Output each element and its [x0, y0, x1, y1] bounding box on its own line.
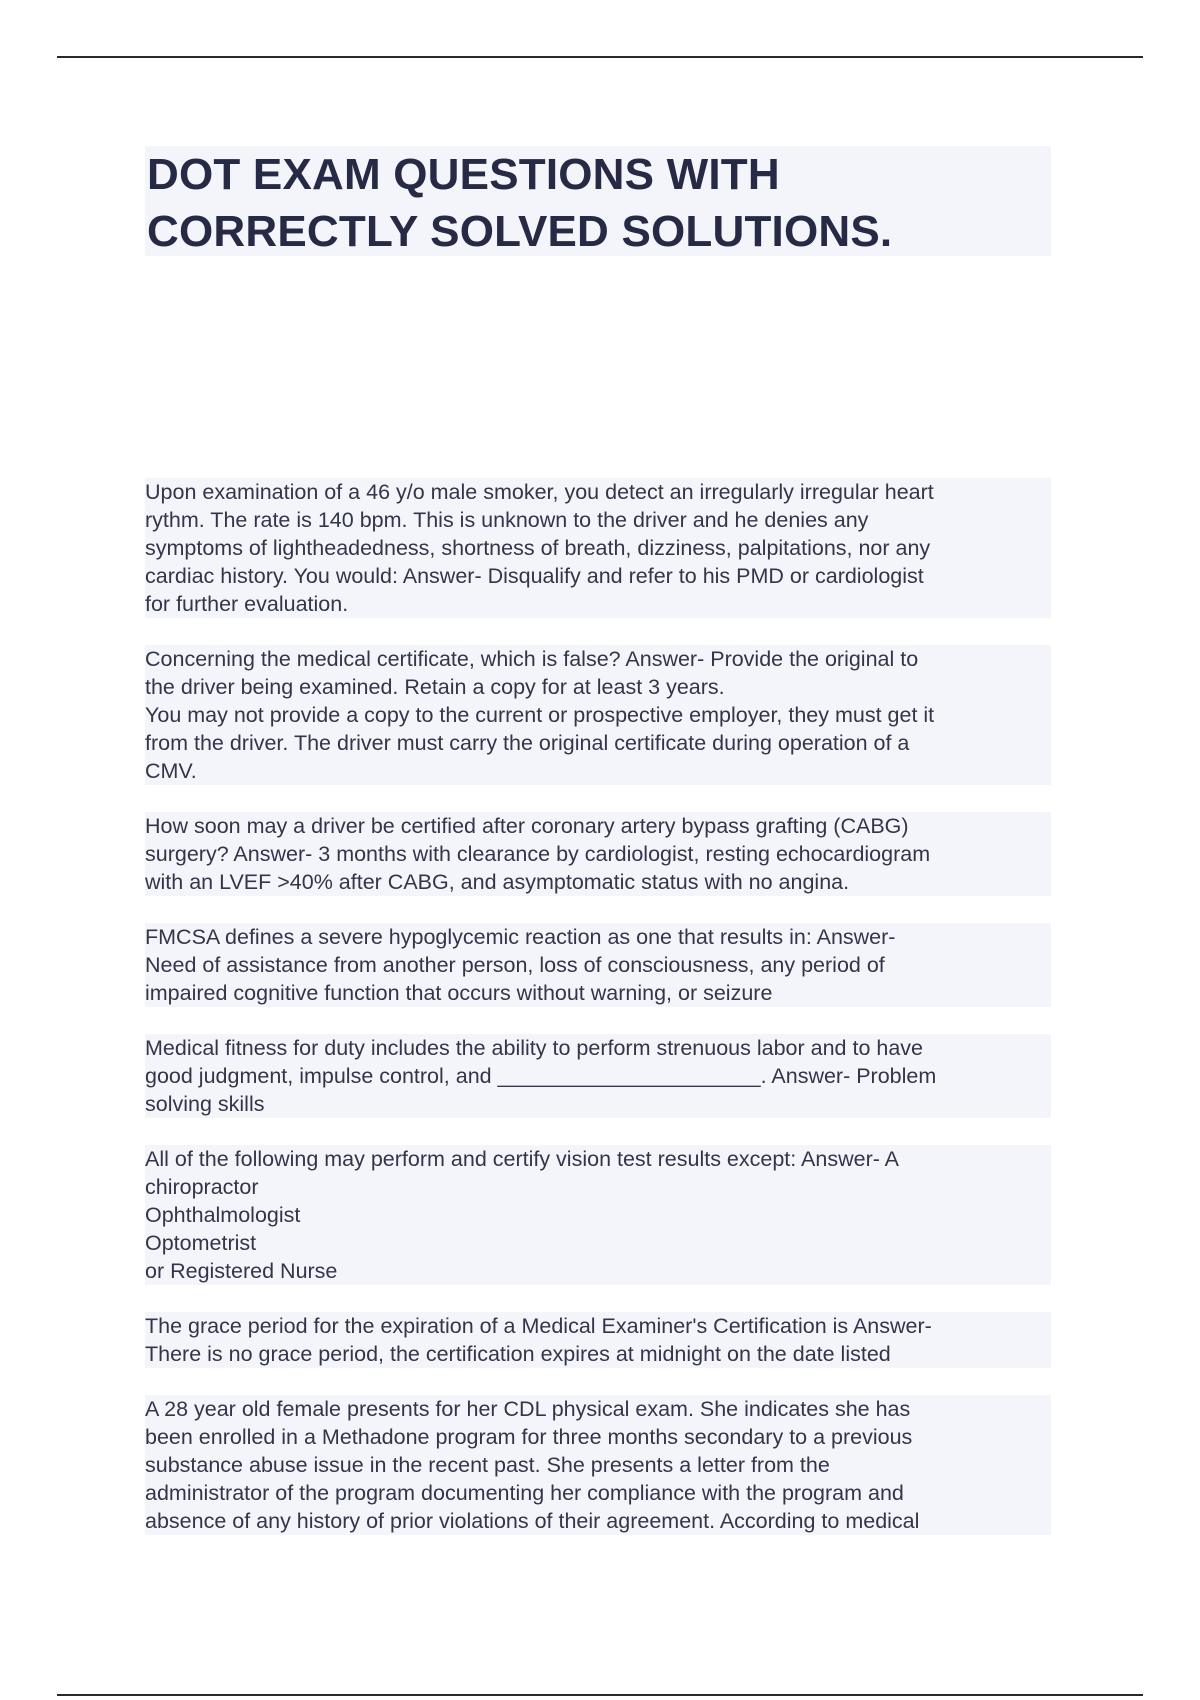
top-rule	[57, 56, 1143, 58]
text-line: Need of assistance from another person, loss of consciousness, any period of	[145, 953, 885, 977]
qa-item	[145, 645, 1051, 785]
text-line: All of the following may perform and certify vision test results except: Answer- A	[145, 1147, 900, 1171]
text-line: Ophthalmologist	[145, 1203, 301, 1227]
text-line: A 28 year old female presents for her CDL physical exam. She indicates she has	[145, 1397, 911, 1421]
text-line: administrator of the program documenting her compliance with the program and	[145, 1481, 904, 1505]
text-line: from the driver. The driver must carry the original certificate during operation of a	[145, 731, 910, 755]
text-line: cardiac history. You would: Answer- Disqualify and refer to his PMD or cardiologist	[145, 564, 924, 588]
qa-item	[145, 1395, 1051, 1535]
text-line: chiropractor	[145, 1175, 259, 1199]
document-title	[145, 146, 1051, 260]
text-line: You may not provide a copy to the current or prospective employer, they must get it	[145, 703, 935, 727]
text-line: surgery? Answer- 3 months with clearance by cardiologist, resting echocardiogram	[145, 842, 931, 866]
text-line: solving skills	[145, 1092, 265, 1116]
text-line: rythm. The rate is 140 bpm. This is unknown to the driver and he denies any	[145, 508, 869, 532]
text-line: with an LVEF >40% after CABG, and asymptomatic status with no angina.	[145, 870, 850, 894]
text-line: substance abuse issue in the recent past. She presents a letter from the	[145, 1453, 830, 1477]
text-line: The grace period for the expiration of a Medical Examiner's Certification is Answer-	[145, 1314, 932, 1338]
text-line: There is no grace period, the certification expires at midnight on the date listed	[145, 1342, 891, 1366]
qa-item	[145, 812, 1051, 896]
text-line: for further evaluation.	[145, 592, 349, 616]
text-line: Medical fitness for duty includes the ability to perform strenuous labor and to have	[145, 1036, 923, 1060]
text-line: Upon examination of a 46 y/o male smoker, you detect an irregularly irregular heart	[145, 480, 934, 504]
qa-item	[145, 923, 1051, 1007]
text-line: or Registered Nurse	[145, 1259, 338, 1283]
text-line: FMCSA defines a severe hypoglycemic reaction as one that results in: Answer-	[145, 925, 896, 949]
title-line: CORRECTLY SOLVED SOLUTIONS.	[147, 207, 893, 256]
text-line: CMV.	[145, 759, 197, 783]
qa-item	[145, 478, 1051, 618]
text-line: Concerning the medical certificate, which is false? Answer- Provide the original to	[145, 647, 919, 671]
text-line: symptoms of lightheadedness, shortness of breath, dizziness, palpitations, nor any	[145, 536, 931, 560]
text-line: impaired cognitive function that occurs without warning, or seizure	[145, 981, 773, 1005]
text-line: been enrolled in a Methadone program for three months secondary to a previous	[145, 1425, 913, 1449]
qa-item	[145, 1034, 1051, 1118]
text-line: good judgment, impulse control, and ______________________. Answer- Problem	[145, 1064, 937, 1088]
text-line: the driver being examined. Retain a copy for at least 3 years.	[145, 675, 725, 699]
title-block	[145, 146, 1051, 256]
qa-item	[145, 1145, 1051, 1285]
text-line: How soon may a driver be certified after coronary artery bypass grafting (CABG)	[145, 814, 909, 838]
qa-list	[145, 478, 1051, 1535]
text-line: absence of any history of prior violations of their agreement. According to medical	[145, 1509, 920, 1533]
bottom-rule	[57, 1694, 1143, 1696]
qa-item	[145, 1312, 1051, 1368]
title-line: DOT EXAM QUESTIONS WITH	[147, 150, 780, 199]
text-line: Optometrist	[145, 1231, 257, 1255]
